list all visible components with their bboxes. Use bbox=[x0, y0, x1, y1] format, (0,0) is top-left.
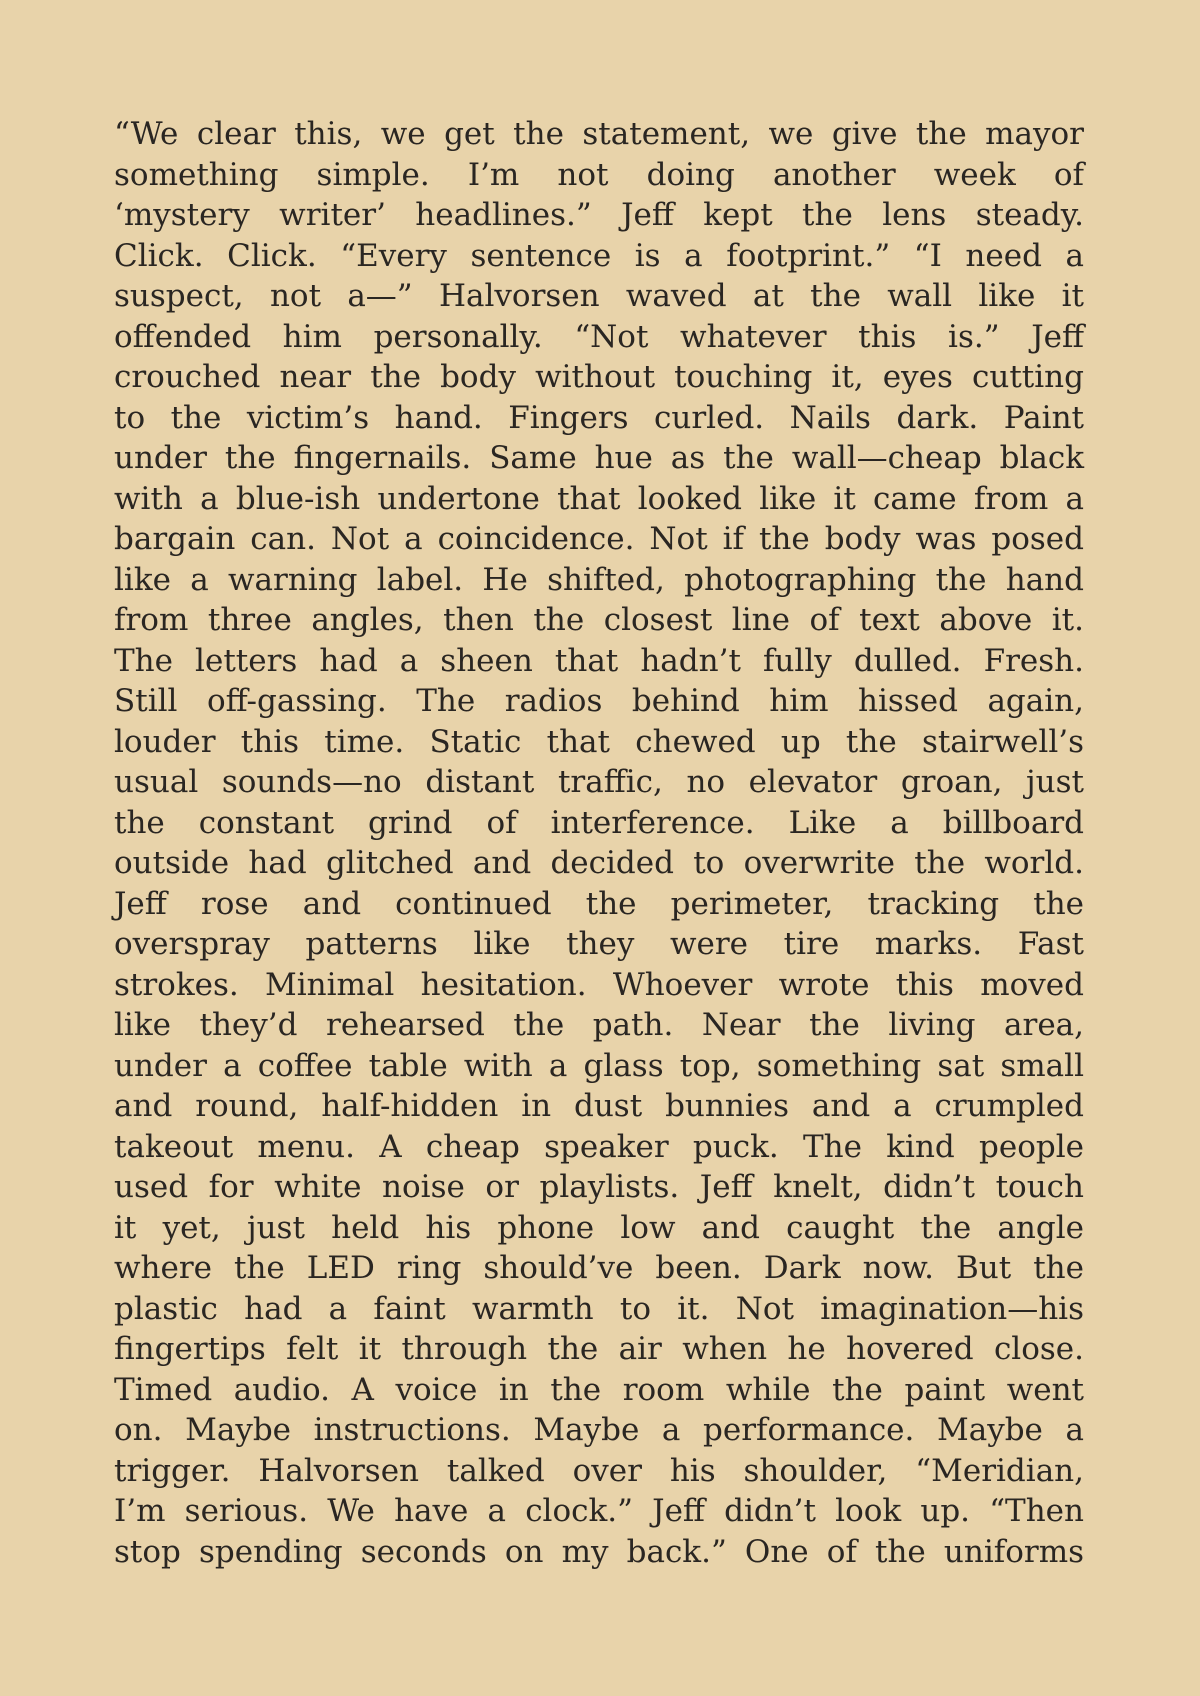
text-line: under a coffee table with a glass top, something sat small bbox=[114, 1047, 1084, 1084]
text-line: I’m serious. We have a clock.” Jeff didn’t look up. “Then bbox=[114, 1493, 1084, 1529]
text-line: stop spending seconds on my back.” One of the uniforms bbox=[114, 1533, 1084, 1570]
text-line: overspray patterns like they were tire marks. Fast bbox=[114, 926, 1084, 962]
text-line: from three angles, then the closest line of text above it. bbox=[114, 602, 1084, 638]
text-line: Click. Click. “Every sentence is a footprint.” “I need a bbox=[114, 237, 1084, 274]
text-line: where the LED ring should’ve been. Dark now. But the bbox=[114, 1250, 1084, 1286]
text-line: on. Maybe instructions. Maybe a performance. Maybe a bbox=[114, 1412, 1084, 1448]
text-line: The letters had a sheen that hadn’t fully dulled. Fresh. bbox=[114, 642, 1084, 679]
text-line: offended him personally. “Not whatever this is.” Jeff bbox=[114, 318, 1084, 355]
text-line: usual sounds—no distant traffic, no elevator groan, just bbox=[114, 764, 1084, 800]
text-line: trigger. Halvorsen talked over his shoulder, “Meridian, bbox=[114, 1452, 1084, 1489]
text-line: and round, half-hidden in dust bunnies and a crumpled bbox=[114, 1088, 1084, 1124]
text-line: to the victim’s hand. Fingers curled. Nails dark. Paint bbox=[114, 399, 1084, 436]
text-line: plastic had a faint warmth to it. Not imagination—his bbox=[114, 1290, 1084, 1327]
text-line: with a blue-ish undertone that looked like it came from a bbox=[114, 480, 1084, 517]
body-text bbox=[114, 114, 1084, 1572]
text-line: outside had glitched and decided to overwrite the world. bbox=[114, 845, 1084, 881]
text-line: Jeff rose and continued the perimeter, tracking the bbox=[114, 885, 1084, 922]
text-line: bargain can. Not a coincidence. Not if the body was posed bbox=[114, 521, 1084, 557]
text-line: crouched near the body without touching it, eyes cutting bbox=[114, 359, 1084, 395]
text-line: it yet, just held his phone low and caught the angle bbox=[114, 1209, 1084, 1246]
text-line: “We clear this, we get the statement, we give the mayor bbox=[114, 116, 1084, 152]
text-line: strokes. Minimal hesitation. Whoever wrote this moved bbox=[114, 966, 1084, 1003]
text-line: suspect, not a—” Halvorsen waved at the wall like it bbox=[114, 278, 1084, 314]
text-line: ‘mystery writer’ headlines.” Jeff kept the lens steady. bbox=[114, 197, 1084, 233]
text-line: fingertips felt it through the air when he hovered close. bbox=[114, 1331, 1084, 1367]
text-line: the constant grind of interference. Like a billboard bbox=[114, 804, 1084, 841]
text-line: something simple. I’m not doing another week of bbox=[114, 156, 1084, 193]
text-line: like a warning label. He shifted, photographing the hand bbox=[114, 561, 1084, 598]
text-line: louder this time. Static that chewed up the stairwell’s bbox=[114, 723, 1084, 760]
text-line: used for white noise or playlists. Jeff knelt, didn’t touch bbox=[114, 1169, 1084, 1205]
text-line: takeout menu. A cheap speaker puck. The kind people bbox=[114, 1128, 1084, 1165]
text-line: under the fingernails. Same hue as the wall—cheap black bbox=[114, 440, 1084, 476]
text-line: Still off-gassing. The radios behind him hissed again, bbox=[114, 683, 1084, 719]
text-line: Timed audio. A voice in the room while the paint went bbox=[114, 1371, 1084, 1408]
text-line: like they’d rehearsed the path. Near the living area, bbox=[114, 1007, 1084, 1043]
